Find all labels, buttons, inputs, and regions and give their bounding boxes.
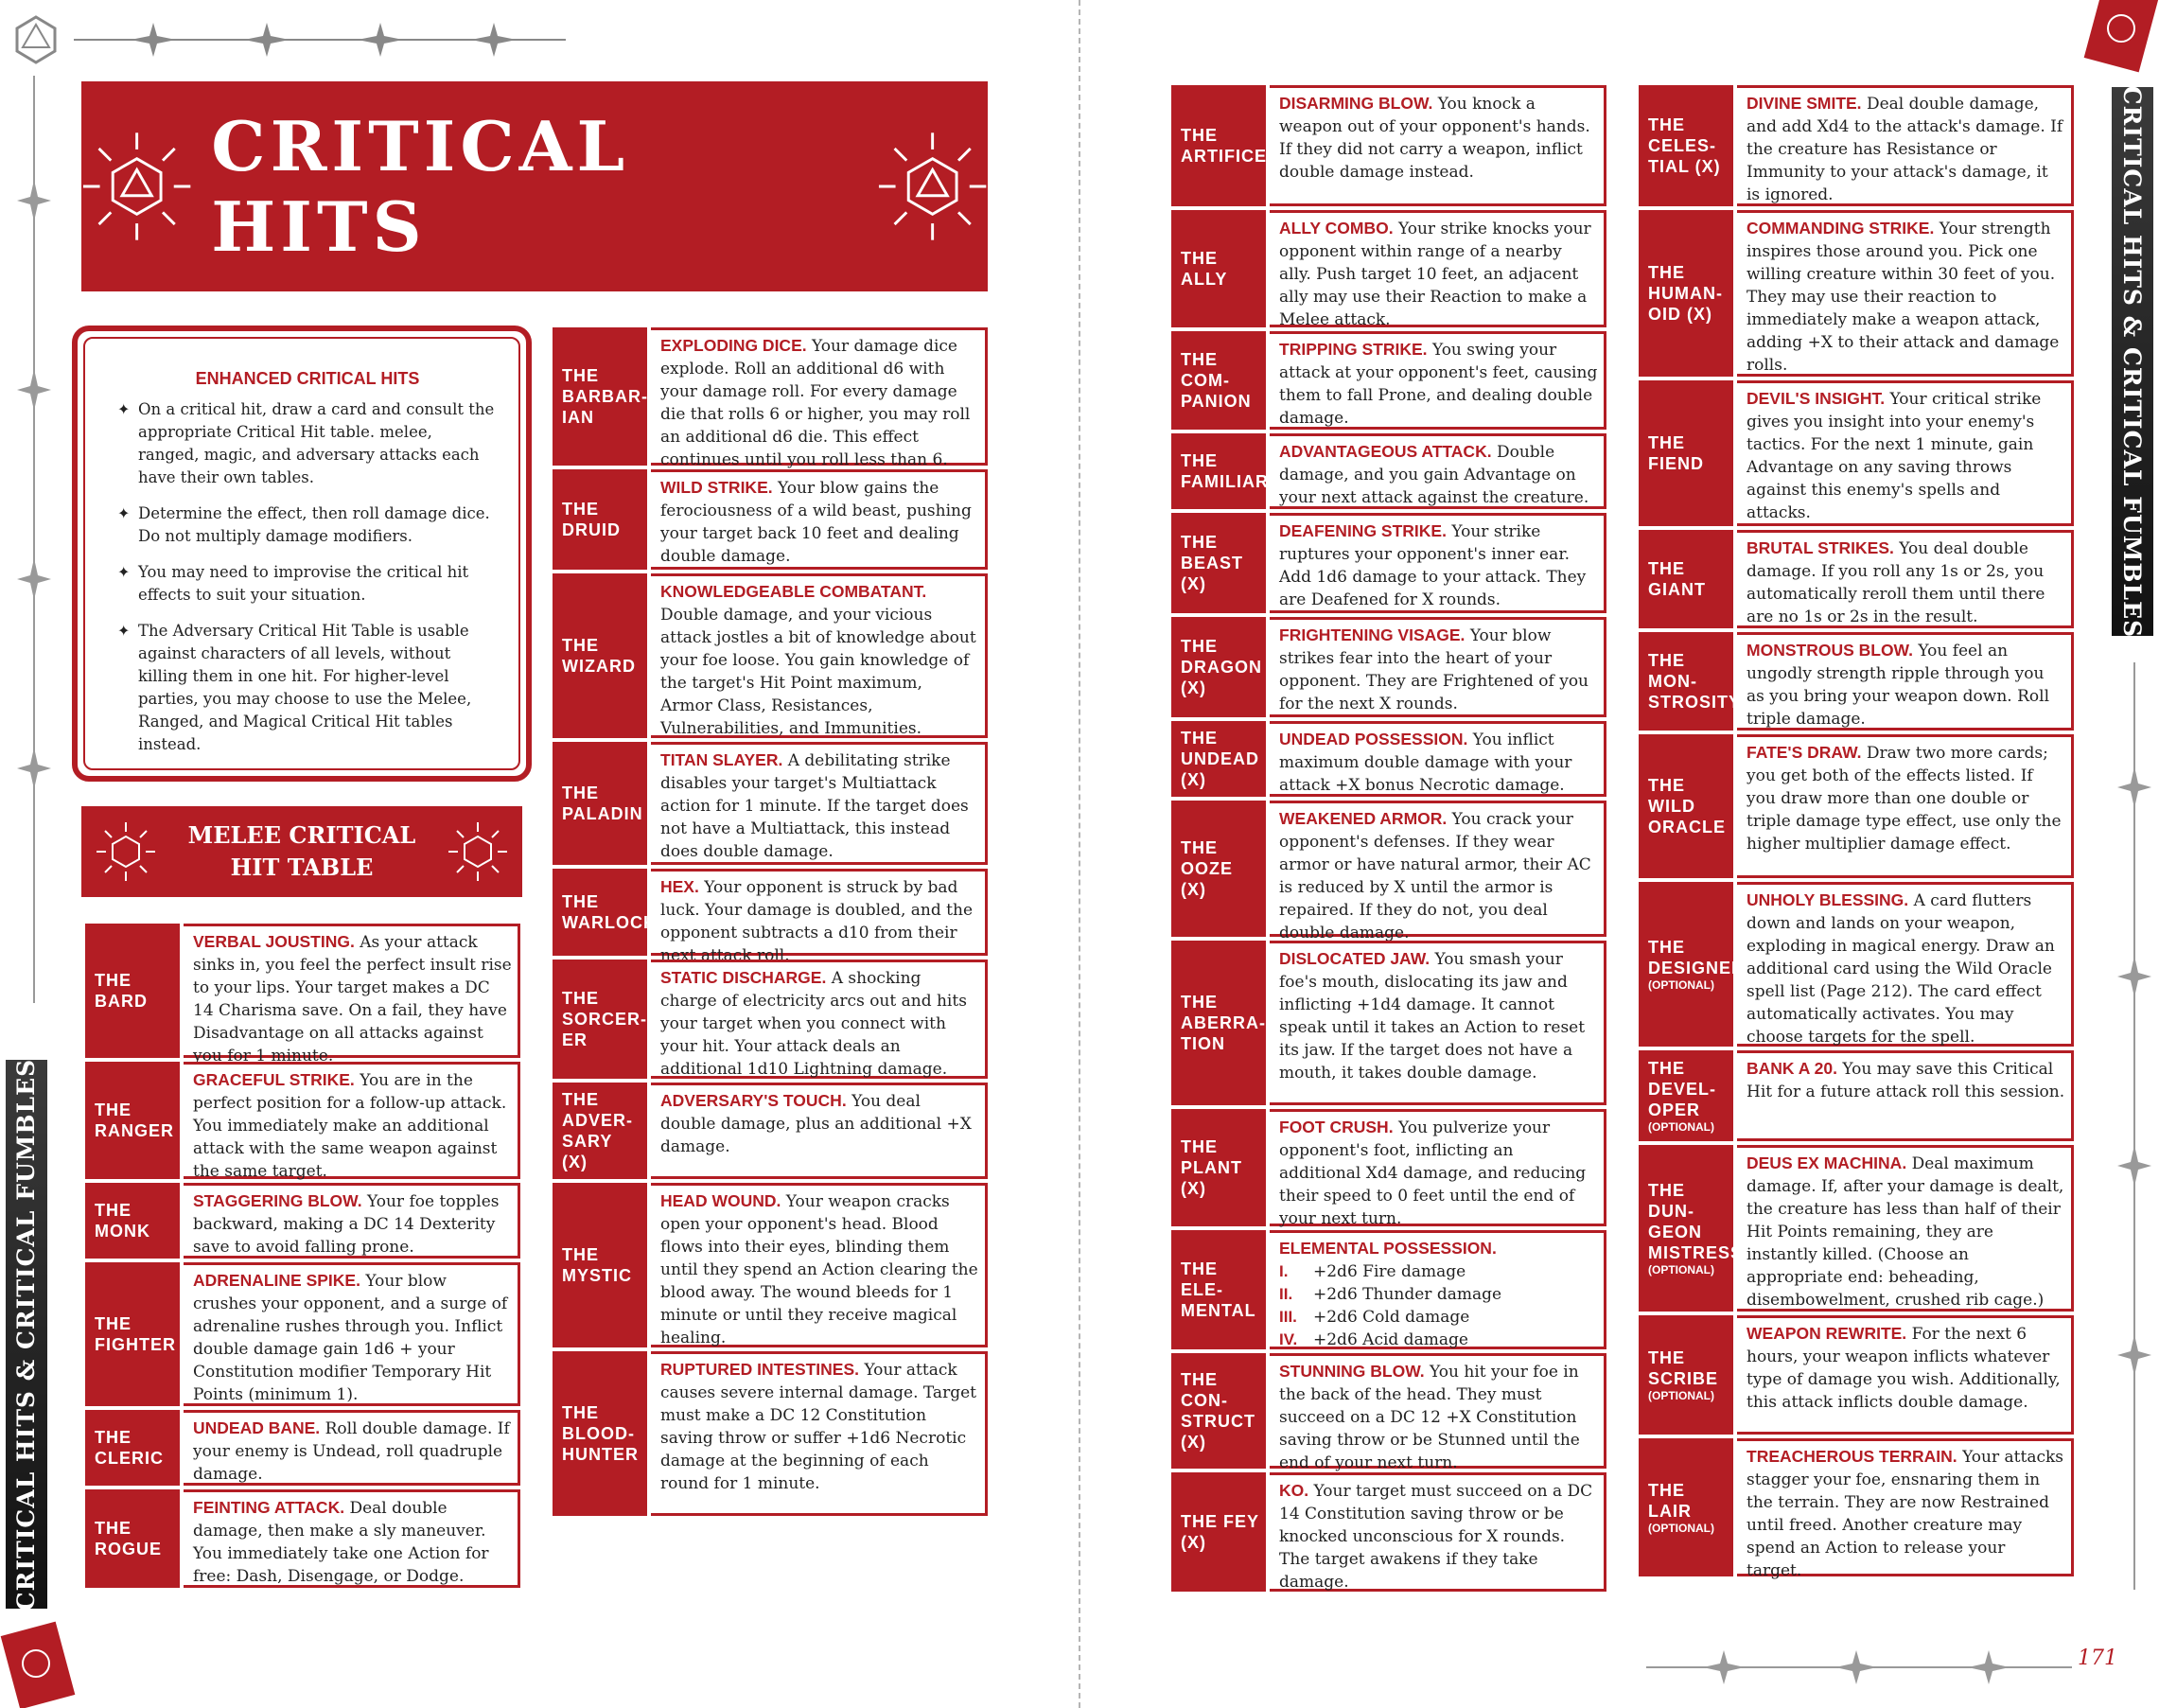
row-effect	[184, 1062, 520, 1179]
table-row	[553, 1183, 988, 1351]
row-effect	[1270, 433, 1606, 509]
row-label-text: THE DESIGNER	[1648, 938, 1746, 977]
row-label-optional: (OPTIONAL)	[1648, 1389, 1714, 1402]
effect-name: ELEMENTAL POSSESSION.	[1279, 1239, 1497, 1258]
row-label-text: THE PALADIN	[562, 784, 643, 823]
critical-hit-table-column-4	[1639, 85, 2074, 1580]
row-label	[1639, 1050, 1737, 1141]
row-label	[1171, 941, 1270, 1105]
row-effect	[1270, 721, 1606, 797]
effect-name: DIVINE SMITE.	[1747, 94, 1862, 113]
plus-bullet-icon: ✦	[117, 622, 131, 640]
row-label-text: THE MONK	[95, 1201, 150, 1241]
effect-name: DISLOCATED JAW.	[1279, 949, 1431, 968]
row-effect	[1270, 331, 1606, 430]
row-effect	[1737, 1438, 2074, 1580]
row-label-optional: (OPTIONAL)	[1648, 978, 1714, 992]
table-row	[85, 1062, 520, 1183]
effect-description: Your opponent is struck by bad luck. Your damage is doubled, and the opponent subtracts a d10 from their next attack roll.	[660, 878, 974, 965]
row-effect	[1270, 1353, 1606, 1472]
card-hand-illustration-icon	[0, 1609, 76, 1708]
row-effect	[184, 1489, 520, 1588]
row-label	[1171, 721, 1270, 797]
row-label-text: THE BARD	[95, 971, 148, 1011]
effect-description: Your strike knocks your opponent within range of a nearby ally. Push target 10 feet, an adjacent ally may use their Reaction to make a Melee attack.	[1279, 220, 1591, 329]
table-row	[1171, 1109, 1606, 1230]
effect-description: Your strike ruptures your opponent's inner ear. Add 1d6 damage to your attack. They are Deafened for X rounds.	[1279, 522, 1587, 609]
row-label-text: THE WILD ORACLE	[1648, 776, 1726, 836]
row-label	[1171, 210, 1270, 327]
plus-bullet-icon: ✦	[117, 400, 131, 418]
effect-name: KNOWLEDGEABLE COMBATANT.	[660, 582, 927, 601]
d20-sunburst-icon	[877, 125, 988, 248]
effect-name: ADVANTAGEOUS ATTACK.	[1279, 442, 1492, 461]
row-label-text: THE ELE-MENTAL	[1181, 1259, 1256, 1320]
row-effect	[184, 1183, 520, 1259]
row-label-optional: (OPTIONAL)	[1648, 1522, 1714, 1535]
table-row	[85, 1262, 520, 1410]
table-row	[1639, 530, 2074, 632]
effect-description: Deal double damage, and add Xd4 to the attack's damage. If the creature has Resistance or Immunity to your attack's damage, it is ignored.	[1747, 95, 2063, 204]
effect-description: Your blow crushes your opponent, and a surge of adrenaline rushes through you. Inflict double damage gain 1d6 + your Constitution modifier Temporary Hit Points (minimum 1).	[193, 1272, 508, 1404]
row-label	[85, 1489, 184, 1588]
plus-bullet-icon: ✦	[117, 504, 131, 522]
row-label-text: THE PLANT (X)	[1181, 1137, 1242, 1198]
effect-name: HEAD WOUND.	[660, 1191, 781, 1210]
effect-name: UNDEAD BANE.	[193, 1418, 321, 1437]
row-label	[1171, 85, 1280, 206]
row-label	[1639, 734, 1737, 878]
table-row	[553, 573, 988, 742]
table-row	[85, 1489, 520, 1592]
effect-name: FEINTING ATTACK.	[193, 1498, 345, 1517]
effect-description: Your blow gains the ferociousness of a wild beast, pushing your target back 10 feet and dealing double damage.	[660, 479, 972, 566]
row-effect	[1270, 617, 1606, 717]
d20-sunburst-icon	[81, 125, 192, 248]
effect-name: STATIC DISCHARGE.	[660, 968, 827, 987]
effect-name: MONSTROUS BLOW.	[1747, 641, 1913, 660]
list-item-text: +2d6 Thunder damage	[1313, 1285, 1502, 1304]
critical-hit-table-column-3	[1171, 85, 1606, 1595]
table-row	[1639, 882, 2074, 1050]
effect-description: You swing your attack at your opponent's feet, causing them to fall Prone, and dealing double damage.	[1279, 341, 1598, 428]
row-label-text: THE MYSTIC	[562, 1245, 633, 1285]
effect-description: Your strength inspires those around you. Pick one willing creature within 30 feet of you. They may use their reaction to immediately make a weapon attack, adding +X to their attack and damage rolls.	[1747, 220, 2060, 375]
effect-name: COMMANDING STRIKE.	[1747, 219, 1935, 238]
effect-name: WILD STRIKE.	[660, 478, 773, 497]
row-effect	[1737, 530, 2074, 628]
row-label	[1171, 1353, 1270, 1469]
row-label	[553, 960, 651, 1079]
horizontal-star-border-icon	[1646, 1648, 2081, 1686]
row-label	[1171, 433, 1270, 509]
effect-name: TITAN SLAYER.	[660, 750, 783, 769]
critical-hit-table-column-2	[553, 327, 988, 1520]
row-effect	[1737, 380, 2074, 526]
table-row	[553, 1351, 988, 1520]
table-row	[553, 742, 988, 869]
row-effect	[651, 960, 988, 1079]
row-label-text: THE WARLOCK	[562, 892, 657, 932]
effect-name: DEAFENING STRIKE.	[1279, 521, 1447, 540]
melee-table-banner	[81, 806, 522, 897]
row-label-text: THE LAIR	[1648, 1481, 1692, 1521]
row-effect	[184, 924, 520, 1065]
row-label-text: THE ADVER-SARY (X)	[562, 1090, 634, 1171]
effect-name: DEUS EX MACHINA.	[1747, 1153, 1907, 1172]
table-row	[1171, 210, 1606, 331]
row-label	[1639, 380, 1737, 526]
effect-name: ADVERSARY'S TOUCH.	[660, 1091, 847, 1110]
table-row	[1171, 1472, 1606, 1595]
row-effect	[1737, 1315, 2074, 1435]
callout-item: ✦ Determine the effect, then roll damage dice. Do not multiply damage modifiers.	[117, 502, 498, 548]
row-effect	[1737, 734, 2074, 878]
row-effect	[1737, 1050, 2074, 1141]
row-effect	[651, 327, 988, 469]
row-label-optional: (OPTIONAL)	[1648, 1120, 1714, 1134]
row-label	[85, 1183, 184, 1259]
row-label	[1171, 1109, 1270, 1226]
vertical-star-border-icon	[15, 76, 53, 1022]
effect-description: For the next 6 hours, your weapon inflicts whatever type of damage you wish. Additionally, this attack inflicts double damage.	[1747, 1325, 2061, 1412]
plus-bullet-icon: ✦	[117, 563, 131, 581]
effect-name: GRACEFUL STRIKE.	[193, 1070, 355, 1089]
effect-name: DISARMING BLOW.	[1279, 94, 1433, 113]
table-row	[1639, 380, 2074, 530]
row-label	[1639, 632, 1742, 731]
row-label-text: THE HUMAN-OID (X)	[1648, 263, 1723, 324]
row-label	[553, 742, 651, 865]
vertical-star-border-icon-right	[2115, 662, 2153, 1609]
table-row	[1171, 1353, 1606, 1472]
row-label	[553, 573, 651, 738]
row-label	[85, 924, 184, 1058]
effect-name: STAGGERING BLOW.	[193, 1191, 362, 1210]
effect-description: You knock a weapon out of your opponent's hands. If they did not carry a weapon, inflict double damage instead.	[1279, 95, 1590, 182]
table-row	[553, 869, 988, 965]
row-label	[1639, 1315, 1737, 1435]
table-row	[1171, 1230, 1606, 1353]
title-banner	[81, 81, 988, 291]
row-label-text: THE FIGHTER	[95, 1314, 176, 1354]
row-label-text: THE UNDEAD (X)	[1181, 729, 1260, 789]
row-label-text: THE DUN-GEON MISTRESS	[1648, 1181, 1744, 1262]
table-row	[1639, 1145, 2074, 1315]
page-gutter	[1079, 0, 1080, 1708]
callout-title: ENHANCED CRITICAL HITS	[195, 369, 420, 388]
row-label-text: THE FIEND	[1648, 433, 1704, 473]
row-label-text: THE BARBAR-IAN	[562, 366, 648, 427]
effect-name: STUNNING BLOW.	[1279, 1362, 1425, 1381]
effect-list-item	[1279, 1306, 1598, 1329]
effect-description: A debilitating strike disables your target's Multiattack action for 1 minute. If the target does not have a Multiattack, this instead does double damage.	[660, 751, 969, 861]
table-row	[85, 1410, 520, 1489]
effect-description: You pulverize your opponent's foot, inflicting an additional Xd4 damage, and reducing their speed to 0 feet until the end of your next turn.	[1279, 1118, 1587, 1228]
row-label-text: THE BLOOD-HUNTER	[562, 1403, 639, 1464]
table-row	[1639, 85, 2074, 210]
list-item-text: +2d6 Acid damage	[1313, 1330, 1468, 1349]
row-effect	[184, 1262, 520, 1406]
row-effect	[1270, 801, 1606, 942]
effect-list-item	[1279, 1283, 1598, 1306]
table-row	[553, 327, 988, 469]
row-label-text: THE ALLY	[1181, 249, 1228, 289]
effect-list-item	[1279, 1260, 1598, 1283]
row-label-text: THE DRAGON (X)	[1181, 637, 1262, 697]
table-row	[1639, 1438, 2074, 1580]
row-label	[1639, 85, 1737, 206]
list-item-text: +2d6 Cold damage	[1313, 1308, 1470, 1327]
effect-description: Your attacks stagger your foe, ensnaring them in the terrain. They are now Restrained until freed. Another creature may spend an Action to release your target.	[1747, 1448, 2064, 1580]
row-effect	[1270, 1109, 1606, 1226]
effect-description: Draw two more cards; you get both of the effects listed. If you draw more than one double or triple damage type effect, use only the higher multiplier damage effect.	[1747, 744, 2062, 854]
table-row	[1171, 941, 1606, 1109]
row-label-text: THE CON-STRUCT (X)	[1181, 1370, 1255, 1452]
effect-description: You feel an ungodly strength ripple through you as you bring your weapon down. Roll triple damage.	[1747, 642, 2050, 729]
callout-item: ✦ You may need to improvise the critical hit effects to suit your situation.	[117, 561, 498, 607]
row-label-text: THE GIANT	[1648, 559, 1706, 599]
row-label	[1639, 1438, 1737, 1576]
card-hand-illustration-icon-right	[2078, 0, 2159, 85]
effect-name: HEX.	[660, 877, 699, 896]
effect-description: As your attack sinks in, you feel the perfect insult rise to your lips. Your target makes a DC 14 Charisma save. On a fail, they have Disadvantage on all attacks against you for 1 minute.	[193, 933, 512, 1065]
table-row	[553, 469, 988, 573]
row-label	[1639, 882, 1746, 1047]
effect-list-item	[1279, 1329, 1598, 1351]
row-label-text: THE SORCER-ER	[562, 989, 648, 1049]
row-label-text: THE DRUID	[562, 500, 621, 539]
row-label	[553, 1083, 651, 1179]
row-label	[553, 1183, 651, 1347]
effect-description: Your critical strike gives you insight into your enemy's tactics. For the next 1 minute, gain Advantage on any saving throws against this enemy's spells and attacks.	[1747, 390, 2042, 522]
effect-name: VERBAL JOUSTING.	[193, 932, 355, 951]
table-row	[85, 1183, 520, 1262]
effect-name: KO.	[1279, 1481, 1309, 1500]
row-label	[1171, 331, 1270, 430]
table-row	[1639, 734, 2074, 882]
row-label-text: THE OOZE (X)	[1181, 838, 1234, 899]
effect-name: RUPTURED INTESTINES.	[660, 1360, 860, 1379]
row-label-text: THE MON-STROSITY	[1648, 651, 1742, 712]
row-effect	[651, 869, 988, 965]
effect-name: ALLY COMBO.	[1279, 219, 1394, 238]
effect-name: BANK A 20.	[1747, 1059, 1837, 1078]
effect-name: DEVIL'S INSIGHT.	[1747, 389, 1886, 408]
roman-numeral: III.	[1279, 1308, 1297, 1326]
row-effect	[1270, 85, 1606, 206]
effect-description: You crack your opponent's defenses. If they wear armor or have natural armor, their AC is reduced by X until the armor is repaired. If they do not, you deal double damage.	[1279, 810, 1591, 942]
table-row	[1639, 1050, 2074, 1145]
melee-table-title: MELEE CRITICAL HIT TABLE	[187, 821, 416, 881]
table-row	[1171, 721, 1606, 801]
d20-sunburst-icon	[95, 820, 157, 883]
row-label-text: THE COM-PANION	[1181, 350, 1252, 411]
enhanced-critical-hits-callout	[72, 326, 532, 782]
effect-description: You smash your foe's mouth, dislocating its jaw and inflicting +1d4 damage. It cannot speak until it takes an Action to reset its jaw. If the target does not have a mouth, it takes double damage.	[1279, 950, 1586, 1083]
effect-description: Deal maximum damage. If, after your damage is dealt, the creature has less than half of their Hit Points remaining, they are instantly killed. (Choose an appropriate end: beheading, disembowelment, crushed rib cage.)	[1747, 1154, 2064, 1310]
effect-description: You deal double damage, plus an additional +X damage.	[660, 1092, 972, 1156]
row-effect	[651, 469, 988, 570]
table-row	[1171, 801, 1606, 941]
row-label	[553, 327, 651, 466]
row-effect	[1270, 1472, 1606, 1592]
effect-description: Deal double damage, then make a sly maneuver. You immediately take one Action for free: Dash, Disengage, or Dodge.	[193, 1499, 489, 1586]
row-label	[1639, 210, 1737, 377]
effect-name: FATE'S DRAW.	[1747, 743, 1862, 762]
row-effect	[1737, 882, 2074, 1047]
row-effect	[651, 1183, 988, 1347]
page-number: 171	[2078, 1646, 2117, 1670]
row-effect	[184, 1410, 520, 1486]
row-effect	[1737, 85, 2074, 206]
effect-name: BRUTAL STRIKES.	[1747, 538, 1894, 557]
table-row	[1639, 1315, 2074, 1438]
effect-description: Roll double damage. If your enemy is Undead, roll quadruple damage.	[193, 1419, 510, 1484]
row-label-text: THE ARTIFICER	[1181, 126, 1280, 166]
row-label-text: THE ABERRA-TION	[1181, 993, 1266, 1053]
row-label-optional: (OPTIONAL)	[1648, 1263, 1714, 1277]
list-item-text: +2d6 Fire damage	[1313, 1262, 1466, 1281]
d20-star-border-icon	[8, 8, 632, 64]
row-label	[1171, 801, 1270, 937]
row-label	[85, 1410, 184, 1486]
effect-description: Double damage, and you gain Advantage on your next attack against the creature.	[1279, 443, 1589, 507]
effect-description: Your damage dice explode. Roll an additional d6 with your damage roll. For every damage die that rolls 6 or higher, you may roll an additional d6 die. This effect continues until you roll less than 6.	[660, 337, 971, 469]
roman-numeral: II.	[1279, 1285, 1293, 1303]
row-effect	[651, 742, 988, 865]
effect-name: EXPLODING DICE.	[660, 336, 807, 355]
row-label-text: THE BEAST (X)	[1181, 533, 1244, 593]
effect-name: FRIGHTENING VISAGE.	[1279, 625, 1466, 644]
row-label-text: THE ROGUE	[95, 1519, 163, 1558]
row-effect	[1737, 210, 2074, 377]
table-row	[1639, 632, 2074, 734]
effect-description: Your blow strikes fear into the heart of your opponent. They are Frightened of you for the next X rounds.	[1279, 626, 1589, 713]
row-label-text: THE FAMILIAR	[1181, 451, 1269, 491]
chapter-side-tab: CRITICAL HITS & CRITICAL FUMBLES	[6, 1060, 47, 1609]
effect-description: Your weapon cracks open your opponent's head. Blood flows into their eyes, blinding them until they spend an Action clearing the blood away. The wound bleeds for 1 minute or until they receive magical healing.	[660, 1192, 978, 1347]
callout-item: ✦ On a critical hit, draw a card and consult the appropriate Critical Hit table. melee, ranged, magic, and adversary attacks each have their own tables.	[117, 398, 498, 489]
row-label-text: THE DEVEL-OPER	[1648, 1059, 1717, 1119]
effect-name: TRIPPING STRIKE.	[1279, 340, 1428, 359]
row-label-text: THE RANGER	[95, 1101, 175, 1140]
page-title: CRITICAL HITS	[211, 106, 630, 267]
row-effect	[1737, 1145, 2074, 1312]
effect-description: You are in the perfect position for a follow-up attack. You immediately make an additional attack with the same weapon against the same target.	[193, 1071, 507, 1181]
chapter-side-tab-right: CRITICAL HITS & CRITICAL FUMBLES	[2112, 87, 2153, 636]
table-row	[1171, 433, 1606, 513]
effect-name: TREACHEROUS TERRAIN.	[1747, 1447, 1957, 1466]
table-row	[553, 1083, 988, 1183]
row-label	[1171, 1230, 1270, 1349]
row-label	[85, 1062, 184, 1179]
row-label	[553, 1351, 651, 1516]
effect-description: You deal double damage. If you roll any 1s or 2s, you automatically reroll them until there are no 1s or 2s in the result.	[1747, 539, 2045, 626]
table-row	[1171, 617, 1606, 721]
row-label	[1639, 530, 1737, 628]
row-label	[1639, 1145, 1744, 1312]
row-effect	[651, 1351, 988, 1516]
effect-name: FOOT CRUSH.	[1279, 1118, 1394, 1136]
row-effect	[651, 573, 988, 738]
row-label	[553, 869, 657, 956]
effect-description: You hit your foe in the back of the head. They must succeed on a DC 12 +X Constitution saving throw or be Stunned until the end of your next turn.	[1279, 1363, 1580, 1472]
effect-name: ADRENALINE SPIKE.	[193, 1271, 360, 1290]
row-label	[553, 469, 651, 570]
row-label-text: THE CELES-TIAL (X)	[1648, 115, 1721, 176]
row-label	[1171, 617, 1270, 717]
row-effect	[1737, 632, 2074, 731]
effect-name: WEAPON REWRITE.	[1747, 1324, 1907, 1343]
effect-description: Double damage, and your vicious attack jostles a bit of knowledge about your foe loose. You gain knowledge of the target's Hit Point maximum, Armor Class, Resistances, Vulnerabilities, and Immunities.	[660, 606, 976, 738]
roman-numeral: IV.	[1279, 1330, 1298, 1348]
row-effect	[1270, 513, 1606, 613]
effect-description: You inflict maximum double damage with your attack +X bonus Necrotic damage.	[1279, 731, 1572, 795]
row-label-text: THE CLERIC	[95, 1428, 164, 1468]
table-row	[1171, 85, 1606, 210]
d20-sunburst-icon	[447, 820, 509, 883]
table-row	[553, 960, 988, 1083]
table-row	[1639, 210, 2074, 380]
table-row	[1171, 331, 1606, 433]
row-label	[1171, 1472, 1270, 1592]
effect-description: You may save this Critical Hit for a future attack roll this session.	[1747, 1060, 2065, 1101]
row-effect	[651, 1083, 988, 1179]
effect-description: A shocking charge of electricity arcs out and hits your target when you connect with your hit. Your attack deals an additional 1d10 Lightning damage.	[660, 969, 967, 1079]
callout-item: ✦ The Adversary Critical Hit Table is usable against characters of all levels, without killing them in one hit. For higher-level parties, you may choose to use the Melee, Ranged, and Magical Critical Hit tables instead.	[117, 620, 498, 756]
row-effect	[1270, 1230, 1606, 1349]
effect-name: WEAKENED ARMOR.	[1279, 809, 1448, 828]
roman-numeral: I.	[1279, 1262, 1289, 1280]
row-effect	[1270, 210, 1606, 327]
row-effect	[1270, 941, 1606, 1105]
row-label-text: THE SCRIBE	[1648, 1348, 1719, 1388]
row-label	[1171, 513, 1270, 613]
table-row	[1171, 513, 1606, 617]
critical-hit-table-column-1	[85, 924, 520, 1592]
row-label	[85, 1262, 184, 1406]
effect-description: Your foe topples backward, making a DC 14 Dexterity save to avoid falling prone.	[193, 1192, 500, 1257]
effect-name: UNDEAD POSSESSION.	[1279, 730, 1468, 748]
effect-description: Your target must succeed on a DC 14 Constitution saving throw or be knocked unconscious for X rounds. The target awakens if they take damage.	[1279, 1482, 1593, 1592]
effect-name: UNHOLY BLESSING.	[1747, 890, 1909, 909]
table-row	[85, 924, 520, 1065]
effect-description: A card flutters down and lands on your weapon, exploding in magical energy. Draw an additional card using the Wild Oracle spell list (Page 212). The card effect automatically activates. You may choose targets for the spell.	[1747, 891, 2055, 1047]
effect-description: Your attack causes severe internal damage. Target must make a DC 12 Constitution saving throw or suffer +1d6 Necrotic damage at the beginning of each round for 1 minute.	[660, 1361, 976, 1493]
row-label-text: THE FEY (X)	[1181, 1512, 1259, 1552]
row-label-text: THE WIZARD	[562, 636, 636, 676]
